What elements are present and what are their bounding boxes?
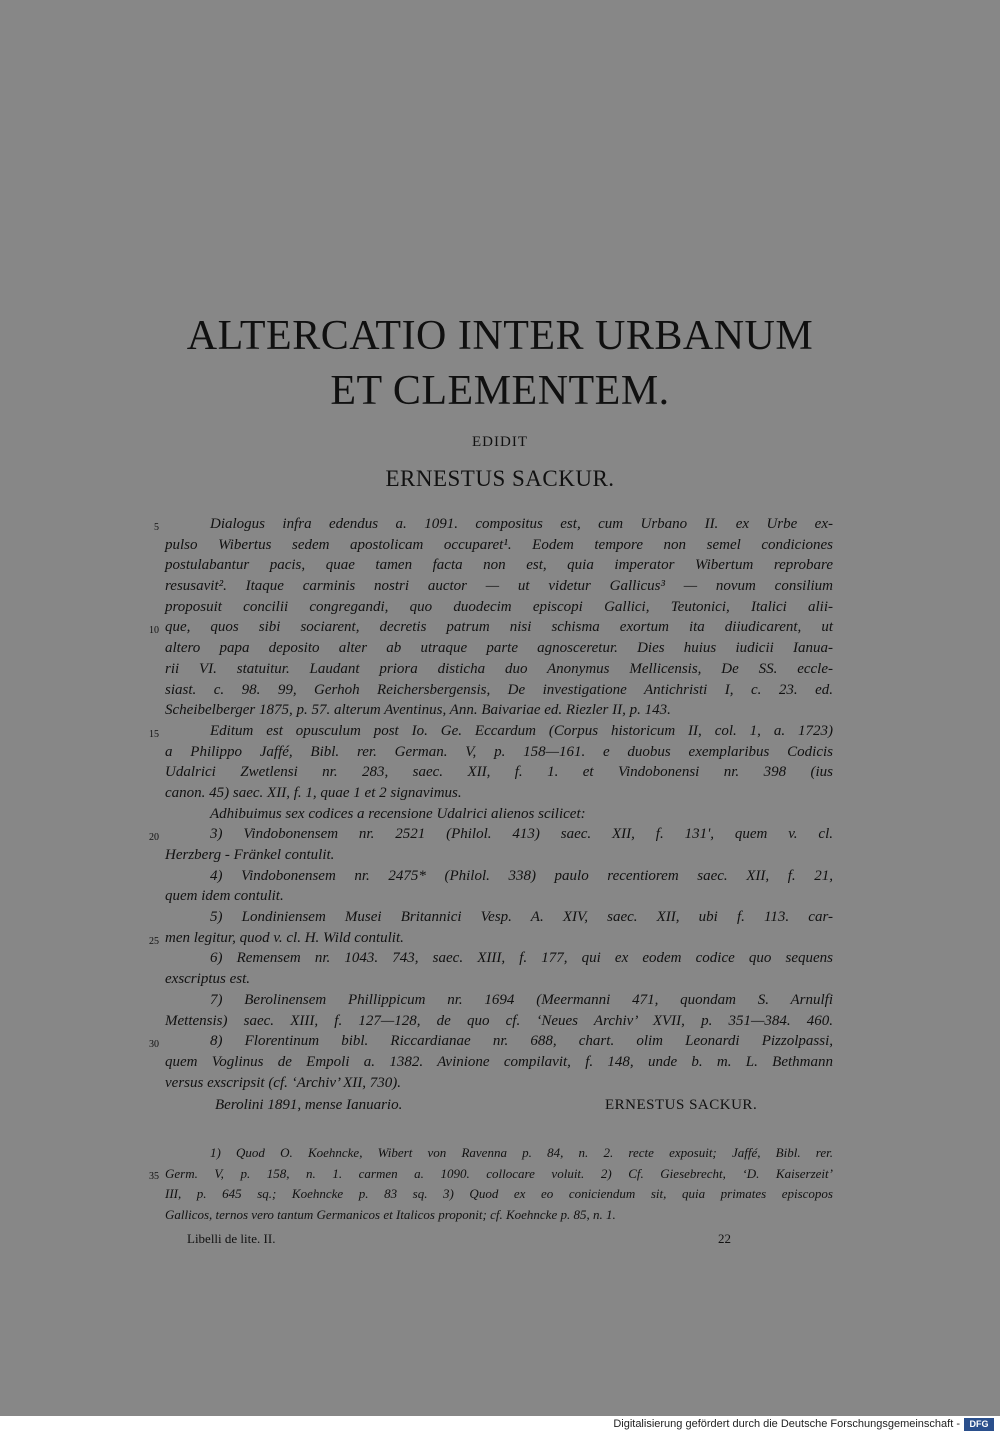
editor-name: ERNESTUS SACKUR.	[385, 466, 615, 491]
body-line	[165, 886, 833, 907]
body-line	[165, 948, 833, 969]
signature-place-date: Berolini 1891, mense Ianuario.	[215, 1097, 403, 1114]
signature-name: ERNESTUS SACKUR.	[605, 1097, 758, 1114]
body-line-text: exscriptus est.	[165, 971, 250, 988]
introduction-text	[149, 514, 833, 1117]
line-number: 35	[149, 1170, 159, 1182]
edidit-label: EDIDIT	[472, 434, 528, 450]
body-line-text: 5) Londiniensem Musei Britannici Vesp. A. XIV, saec. XII, ubi f. 113. car-	[210, 909, 833, 926]
body-line-text: quem idem contulit.	[165, 888, 284, 905]
footnote-line	[149, 1164, 833, 1185]
body-line	[149, 617, 833, 638]
body-line	[165, 535, 833, 556]
body-line-text: siast. c. 98. 99, Gerhoh Reichersbergensis, De investigatione Antichristi I, c. 23. ed.	[165, 681, 833, 698]
body-line-text: men legitur, quod v. cl. H. Wild contulit.	[165, 929, 404, 946]
body-line	[149, 928, 833, 949]
footnote-line-text: Germ. V, p. 158, n. 1. carmen a. 1090. collocare voluit. 2) Cf. Giesebrecht, ‘D. Kaiserzeit’	[165, 1165, 833, 1181]
title-line-2: ET CLEMENTEM.	[330, 368, 670, 414]
body-line	[165, 990, 833, 1011]
footnote-line	[165, 1184, 833, 1205]
line-number: 15	[149, 728, 159, 740]
body-line-text: pulso Wibertus sedem apostolicam occuparet¹. Eodem tempore non semel condiciones	[165, 536, 833, 553]
body-line	[165, 1011, 833, 1032]
body-line	[154, 514, 833, 535]
footnotes	[149, 1143, 833, 1226]
line-number: 20	[149, 832, 159, 844]
body-line	[149, 1031, 833, 1052]
line-number: 10	[149, 625, 159, 637]
body-line	[165, 762, 833, 783]
body-line	[165, 866, 833, 887]
footnote-line	[165, 1205, 833, 1226]
footnote-line-text: Gallicos, ternos vero tantum Germanicos et Italicos proponit; cf. Koehncke p. 85, n. 1.	[165, 1207, 616, 1223]
dfg-logo: DFG	[964, 1418, 994, 1431]
body-line-text: a Philippo Jaffé, Bibl. rer. German. V, p. 158—161. e duobus exemplaribus Codicis	[165, 743, 833, 760]
body-line-text: quem Voglinus de Empoli a. 1382. Avinione compilavit, f. 148, unde b. m. L. Bethmann	[165, 1053, 833, 1070]
body-line	[165, 804, 833, 825]
body-line-text: 3) Vindobonensem nr. 2521 (Philol. 413) saec. XII, f. 131', quem v. cl.	[210, 826, 833, 843]
body-line-text: que, quos sibi sociarent, decretis patrum nisi schisma exortum ita diiudicarent, ut	[165, 619, 833, 636]
body-line-text: proposuit concilii congregandi, quo duodecim episcopi Gallici, Teutonici, Italici alii-	[165, 598, 833, 615]
body-line	[149, 721, 833, 742]
signature-line	[165, 1095, 833, 1117]
footnote-line-text: III, p. 645 sq.; Koehncke p. 83 sq. 3) Quod ex eo coniciendum sit, quia primates episcopos	[165, 1186, 833, 1202]
dfg-banner	[0, 1416, 1000, 1434]
footnote-line-text: 1) Quod O. Koehncke, Wibert von Ravenna p. 84, n. 2. recte exposuit; Jaffé, Bibl. rer.	[210, 1145, 833, 1160]
footnote-line	[165, 1143, 833, 1164]
signature-mark: 22	[718, 1231, 731, 1246]
body-line-text: Adhibuimus sex codices a recensione Udalrici alienos scilicet:	[210, 805, 586, 822]
body-line-text: Dialogus infra edendus a. 1091. compositus est, cum Urbano II. ex Urbe ex-	[210, 516, 833, 532]
line-number: 30	[149, 1039, 159, 1051]
body-line-text: 7) Berolinensem Phillippicum nr. 1694 (Meermanni 471, quondam S. Arnulfi	[210, 991, 833, 1008]
body-line	[165, 742, 833, 763]
body-line-text: 6) Remensem nr. 1043. 743, saec. XIII, f. 177, qui ex eodem codice quo sequens	[210, 950, 833, 967]
body-line-text: Mettensis) saec. XIII, f. 127—128, de quo cf. ‘Neues Archiv’ XVII, p. 351—384. 460.	[165, 1012, 833, 1029]
title-line-1: ALTERCATIO INTER URBANUM	[186, 313, 814, 359]
body-line	[165, 845, 833, 866]
body-line	[165, 783, 833, 804]
body-line	[165, 659, 833, 680]
body-line	[165, 700, 833, 721]
series-title: Libelli de lite. II.	[187, 1231, 276, 1246]
dfg-credit: Digitalisierung gefördert durch die Deutsche Forschungsgemeinschaft -	[613, 1418, 960, 1430]
body-line-text: Scheibelberger 1875, p. 57. alterum Aventinus, Ann. Baivariae ed. Riezler II, p. 143.	[165, 702, 671, 719]
body-line-text: Herzberg - Fränkel contulit.	[165, 847, 335, 863]
body-line-text: Udalrici Zwetlensi nr. 283, saec. XII, f. 1. et Vindobonensi nr. 398 (ius	[165, 764, 833, 781]
body-line	[149, 824, 833, 845]
body-line	[165, 555, 833, 576]
body-line	[165, 1073, 833, 1094]
body-line	[165, 597, 833, 618]
body-line	[165, 680, 833, 701]
body-line-text: resusavit². Itaque carminis nostri auctor — ut videtur Gallicus³ — novum consilium	[165, 578, 833, 595]
line-number: 25	[149, 935, 159, 947]
body-line-text: altero papa deposito alter ab utraque parte agnosceretur. Dies huius iudicii Ianua-	[165, 640, 833, 657]
body-line	[165, 907, 833, 928]
body-line	[165, 969, 833, 990]
body-line	[165, 638, 833, 659]
body-line-text: canon. 45) saec. XII, f. 1, quae 1 et 2 signavimus.	[165, 784, 462, 801]
body-line-text: 4) Vindobonensem nr. 2475* (Philol. 338) paulo recentiorem saec. XII, f. 21,	[210, 867, 833, 884]
body-line-text: Editum est opusculum post Io. Ge. Eccardum (Corpus historicum II, col. 1, a. 1723)	[210, 722, 833, 739]
body-line-text: 8) Florentinum bibl. Riccardianae nr. 688, chart. olim Leonardi Pizzolpassi,	[210, 1033, 833, 1050]
line-number: 5	[154, 522, 159, 533]
body-line-text: versus exscripsit (cf. ‘Archiv’ XII, 730).	[165, 1074, 402, 1091]
body-line-text: postulabantur pacis, quae tamen facta non est, quia imperator Wibertum reprobare	[165, 557, 833, 574]
body-line-text: rii VI. statuitur. Laudant priora disticha duo Anonymus Mellicensis, De SS. eccle-	[165, 660, 833, 677]
body-line	[165, 576, 833, 597]
body-line	[165, 1052, 833, 1073]
